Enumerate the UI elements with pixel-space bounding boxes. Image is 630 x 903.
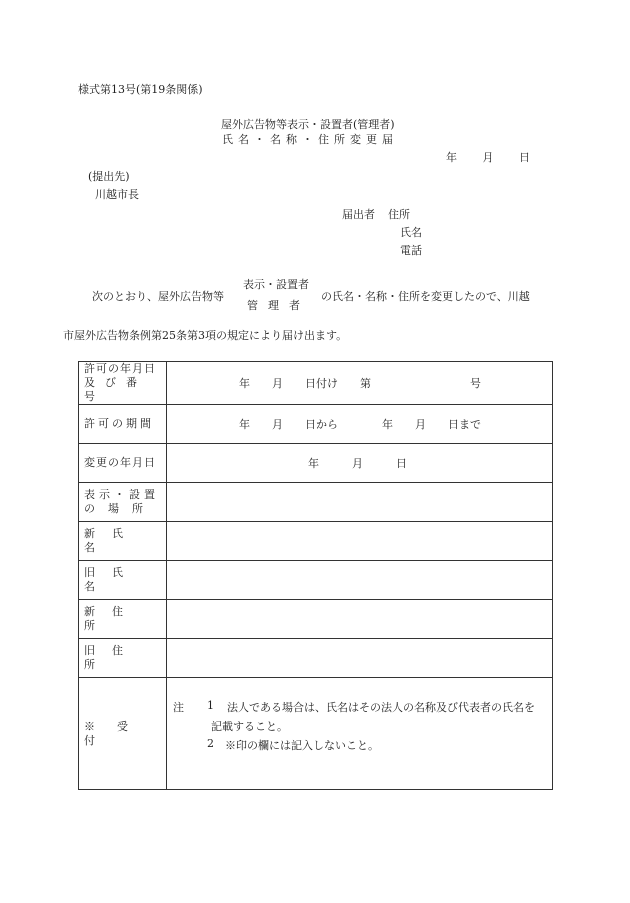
table-row [79,405,553,444]
new-name-label: 新氏名 [79,522,167,561]
table-row [79,678,553,790]
addressee-name: 川越市長 [95,188,139,201]
table-row [79,483,553,522]
notes-prefix: 注 [173,701,184,714]
addressee-label: (提出先) [88,170,130,183]
new-name-field[interactable] [167,522,553,561]
display-location-field[interactable] [167,483,553,522]
notifier-address-label: 住所 [388,208,410,221]
new-address-label: 新住所 [79,600,167,639]
permit-period-label: 許可の期間 [79,405,167,444]
body-text-part-c: 市屋外広告物条例第25条第3項の規定により届け出ます。 [63,329,348,342]
notifier-phone-label: 電話 [400,244,422,257]
old-name-label: 旧氏名 [79,561,167,600]
body-stack-top: 表示・設置者 [243,278,309,291]
notifier-label: 届出者 [342,208,375,221]
label-line: 許可の年月日 [84,362,156,375]
table-row [79,639,553,678]
submission-date: 年 月 日 [446,151,530,164]
form-title-line2: 氏名・名称・住所変更届 [222,133,398,146]
note-number: 1 [207,699,214,712]
note-number: 2 [207,737,214,750]
field-template-text: 年 月 日付け 第 号 [239,377,481,390]
field-template-text: 年 月 日 [308,457,407,470]
table-row [79,362,553,405]
form-number: 様式第13号(第19条関係) [78,83,203,96]
body-text-part-b: の氏名・名称・住所を変更したので、川越 [321,290,530,303]
table-row [79,561,553,600]
notes-cell [167,678,553,790]
permit-date-number-field[interactable] [167,362,553,405]
table-row [79,600,553,639]
old-name-field[interactable] [167,561,553,600]
note-text: 法人である場合は、氏名はその法人の名称及び代表者の氏名を [227,701,535,714]
change-date-label: 変更の年月日 [79,444,167,483]
form-title-line1: 屋外広告物等表示・設置者(管理者) [221,118,395,131]
note-text: 記載すること。 [211,720,288,733]
notifier-name-label: 氏名 [400,226,422,239]
note-text: ※印の欄には記入しないこと。 [225,739,379,752]
change-date-field[interactable] [167,444,553,483]
label-line: 及び番号 [84,376,147,403]
table-row [79,522,553,561]
permit-period-field[interactable] [167,405,553,444]
body-stack-bottom: 管理者 [247,299,310,312]
reception-label: ※受付 [79,678,167,790]
label-line: 表示・設置 [84,488,159,501]
table-row [79,444,553,483]
new-address-field[interactable] [167,600,553,639]
label-line: の場所 [84,502,156,515]
old-address-field[interactable] [167,639,553,678]
old-address-label: 旧住所 [79,639,167,678]
body-text-part-a: 次のとおり、屋外広告物等 [92,290,224,303]
field-template-text: 年 月 日から 年 月 日まで [239,418,481,431]
permit-date-number-label [79,362,167,405]
change-form-table [78,361,553,790]
display-location-label [79,483,167,522]
